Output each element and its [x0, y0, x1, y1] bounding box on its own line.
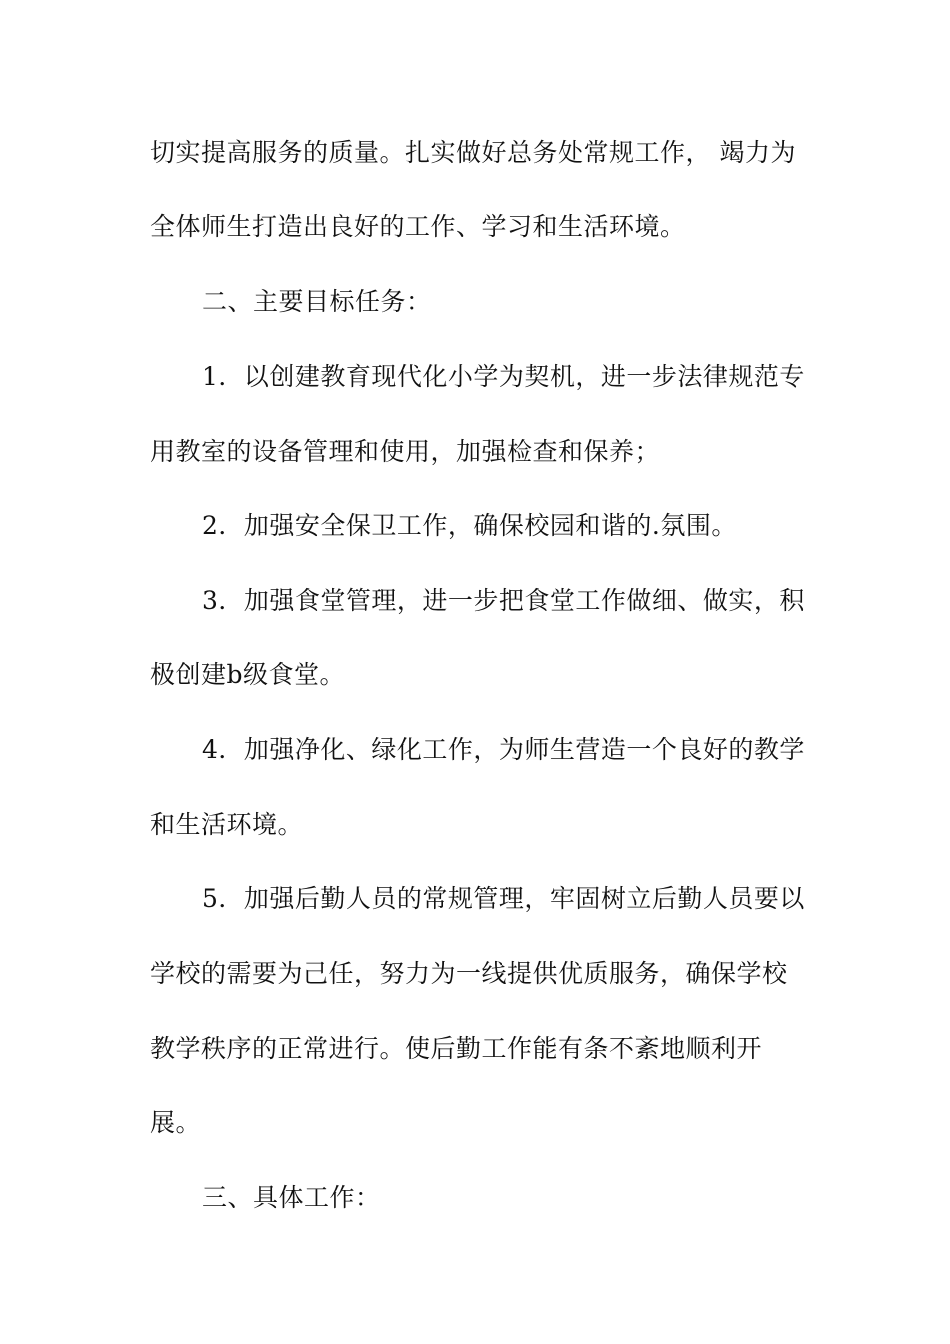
text-line: 和生活环境。	[150, 810, 304, 839]
text-line: 切实提高服务的质量。扎实做好总务处常规工作， 竭力为	[150, 138, 796, 167]
section-heading: 三、具体工作：	[202, 1183, 381, 1212]
list-item-1: 1．以创建教育现代化小学为契机，进一步法律规范专	[202, 362, 805, 391]
list-item-5: 5．加强后勤人员的常规管理，牢固树立后勤人员要以	[202, 884, 805, 913]
text-line: 全体师生打造出良好的工作、学习和生活环境。	[150, 212, 686, 241]
text-line: 极创建b级食堂。	[150, 660, 346, 689]
list-item-4: 4．加强净化、绿化工作，为师生营造一个良好的教学	[202, 735, 805, 764]
text-line: 教学秩序的正常进行。使后勤工作能有条不紊地顺利开	[150, 1034, 763, 1063]
list-item-3: 3．加强食堂管理，进一步把食堂工作做细、做实，积	[202, 586, 805, 615]
section-heading: 二、主要目标任务：	[202, 287, 432, 316]
text-line: 学校的需要为己任，努力为一线提供优质服务，确保学校	[150, 959, 788, 988]
list-item-2: 2．加强安全保卫工作，确保校园和谐的.氛围。	[202, 511, 737, 540]
text-line: 展。	[150, 1108, 202, 1137]
text-line: 用教室的设备管理和使用，加强检查和保养；	[150, 437, 661, 466]
